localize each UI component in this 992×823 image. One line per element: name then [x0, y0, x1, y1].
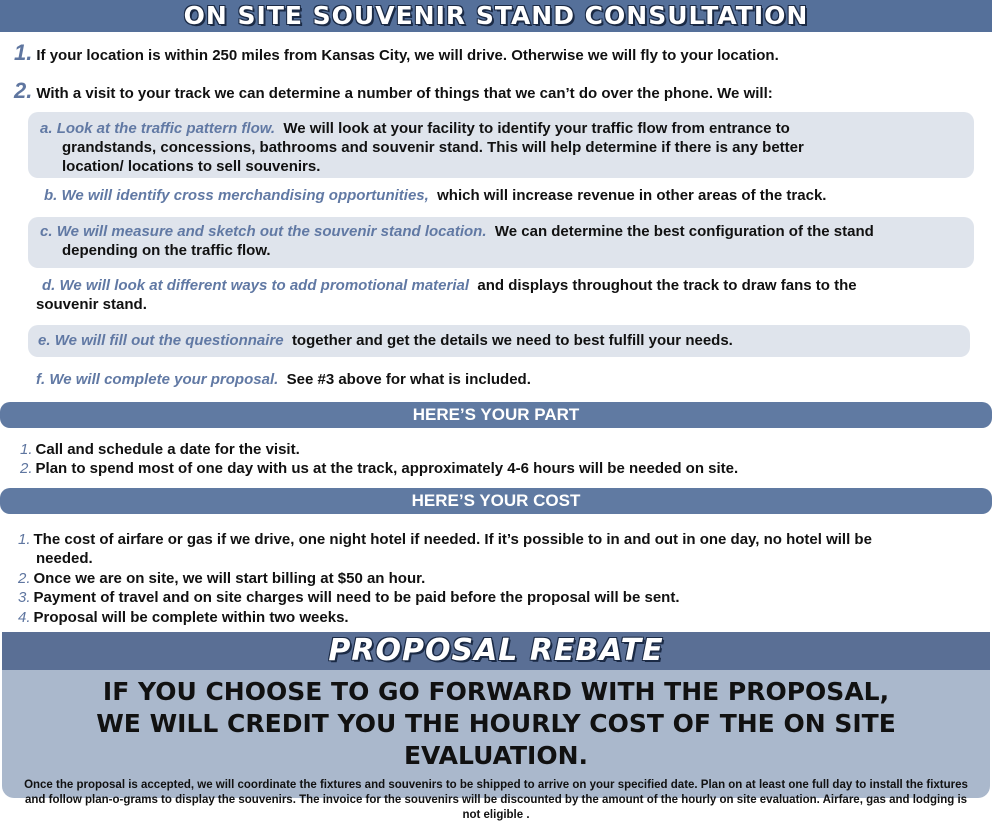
- item-letter: a.: [40, 120, 53, 137]
- part-item-2: [20, 459, 738, 478]
- item-text: together and get the details we need to best fulfill your needs.: [291, 332, 733, 349]
- list-item-b: [44, 186, 974, 205]
- item-lead: We will complete your proposal.: [49, 371, 279, 388]
- cost-section-header: [0, 488, 992, 514]
- point-text: If your location is within 250 miles from Kansas City, we will drive. Otherwise we will fly to your location.: [36, 47, 779, 64]
- item-text: Once we are on site, we will start billing at $50 an hour.: [33, 570, 426, 587]
- item-letter: f.: [36, 371, 46, 388]
- item-number: 1.: [18, 531, 31, 548]
- item-lead: We will look at different ways to add promotional material: [59, 277, 470, 294]
- item-text: See #3 above for what is included.: [286, 371, 531, 388]
- part-item-1: [20, 440, 300, 459]
- point-1: [14, 40, 779, 66]
- item-text: Proposal will be complete within two weeks.: [33, 609, 349, 626]
- rebate-headline-line-2: WE WILL CREDIT YOU THE HOURLY COST OF THE ON SITE EVALUATION.: [96, 709, 896, 770]
- part-title: HERE’S YOUR PART: [412, 405, 580, 424]
- cost-item-2: [18, 569, 425, 588]
- list-item-f: [36, 370, 976, 389]
- item-lead: We will fill out the questionnaire: [54, 332, 284, 349]
- item-number: 2.: [20, 460, 33, 477]
- item-number: 3.: [18, 589, 31, 606]
- item-text: We will look at your facility to identify your traffic flow from entrance to: [283, 120, 790, 137]
- rebate-panel: [2, 632, 990, 821]
- item-text-cont: needed.: [36, 550, 93, 567]
- item-text: Payment of travel and on site charges will need to be paid before the proposal will be sent.: [33, 589, 680, 606]
- cost-title: HERE’S YOUR COST: [411, 491, 581, 510]
- item-letter: e.: [38, 332, 51, 349]
- item-text-cont: souvenir stand.: [36, 296, 147, 313]
- item-text-cont: location/ locations to sell souvenirs.: [62, 158, 321, 175]
- item-text: Plan to spend most of one day with us at the track, approximately 4-6 hours will be needed on site.: [35, 460, 739, 477]
- part-section-header: [0, 402, 992, 428]
- rebate-fine-print: Once the proposal is accepted, we will coordinate the fixtures and souvenirs to be shipped to arrive on your specified date. Plan on at least one full day to install the fixtures and follow plan-o-grams to display the souvenirs. The invoice for the souvenirs will be discounted by the amount of the hourly on site evaluation. Airfare, gas and lodging is not eligible .: [24, 779, 968, 821]
- point-2: [14, 78, 773, 104]
- page-title: ON SITE SOUVENIR STAND CONSULTATION: [183, 1, 809, 30]
- cost-item-4: [18, 608, 349, 627]
- item-text-cont: grandstands, concessions, bathrooms and souvenir stand. This will help determine if there is any better: [62, 139, 804, 156]
- point-text: With a visit to your track we can determine a number of things that we can’t do over the phone. We will:: [36, 85, 773, 102]
- item-letter: b.: [44, 187, 58, 204]
- item-letter: c.: [40, 223, 53, 240]
- item-lead: We will measure and sketch out the souvenir stand location.: [56, 223, 487, 240]
- rebate-headline-line-1: IF YOU CHOOSE TO GO FORWARD WITH THE PROPOSAL,: [102, 677, 890, 706]
- list-item-d: [36, 276, 976, 314]
- list-item-c: [28, 217, 974, 268]
- rebate-title: PROPOSAL REBATE: [2, 632, 990, 670]
- list-item-e: [28, 325, 970, 357]
- item-number: 4.: [18, 609, 31, 626]
- item-text: Call and schedule a date for the visit.: [35, 441, 300, 458]
- list-item-a: [28, 112, 974, 178]
- cost-item-3: [18, 588, 680, 607]
- point-number: 1.: [14, 40, 33, 65]
- cost-item-1: [18, 530, 978, 568]
- item-number: 1.: [20, 441, 33, 458]
- item-lead: Look at the traffic pattern flow.: [56, 120, 276, 137]
- item-letter: d.: [42, 277, 56, 294]
- item-text: and displays throughout the track to draw fans to the: [477, 277, 857, 294]
- item-number: 2.: [18, 570, 31, 587]
- point-number: 2.: [14, 78, 33, 103]
- page-title-banner: [0, 0, 992, 32]
- item-text: The cost of airfare or gas if we drive, one night hotel if needed. If it’s possible to in and out in one day, no hotel will be: [33, 531, 872, 548]
- item-text: We can determine the best configuration of the stand: [494, 223, 874, 240]
- item-text: which will increase revenue in other areas of the track.: [437, 187, 827, 204]
- item-lead: We will identify cross merchandising opportunities,: [61, 187, 429, 204]
- item-text-cont: depending on the traffic flow.: [62, 242, 271, 259]
- rebate-headline: [2, 676, 990, 772]
